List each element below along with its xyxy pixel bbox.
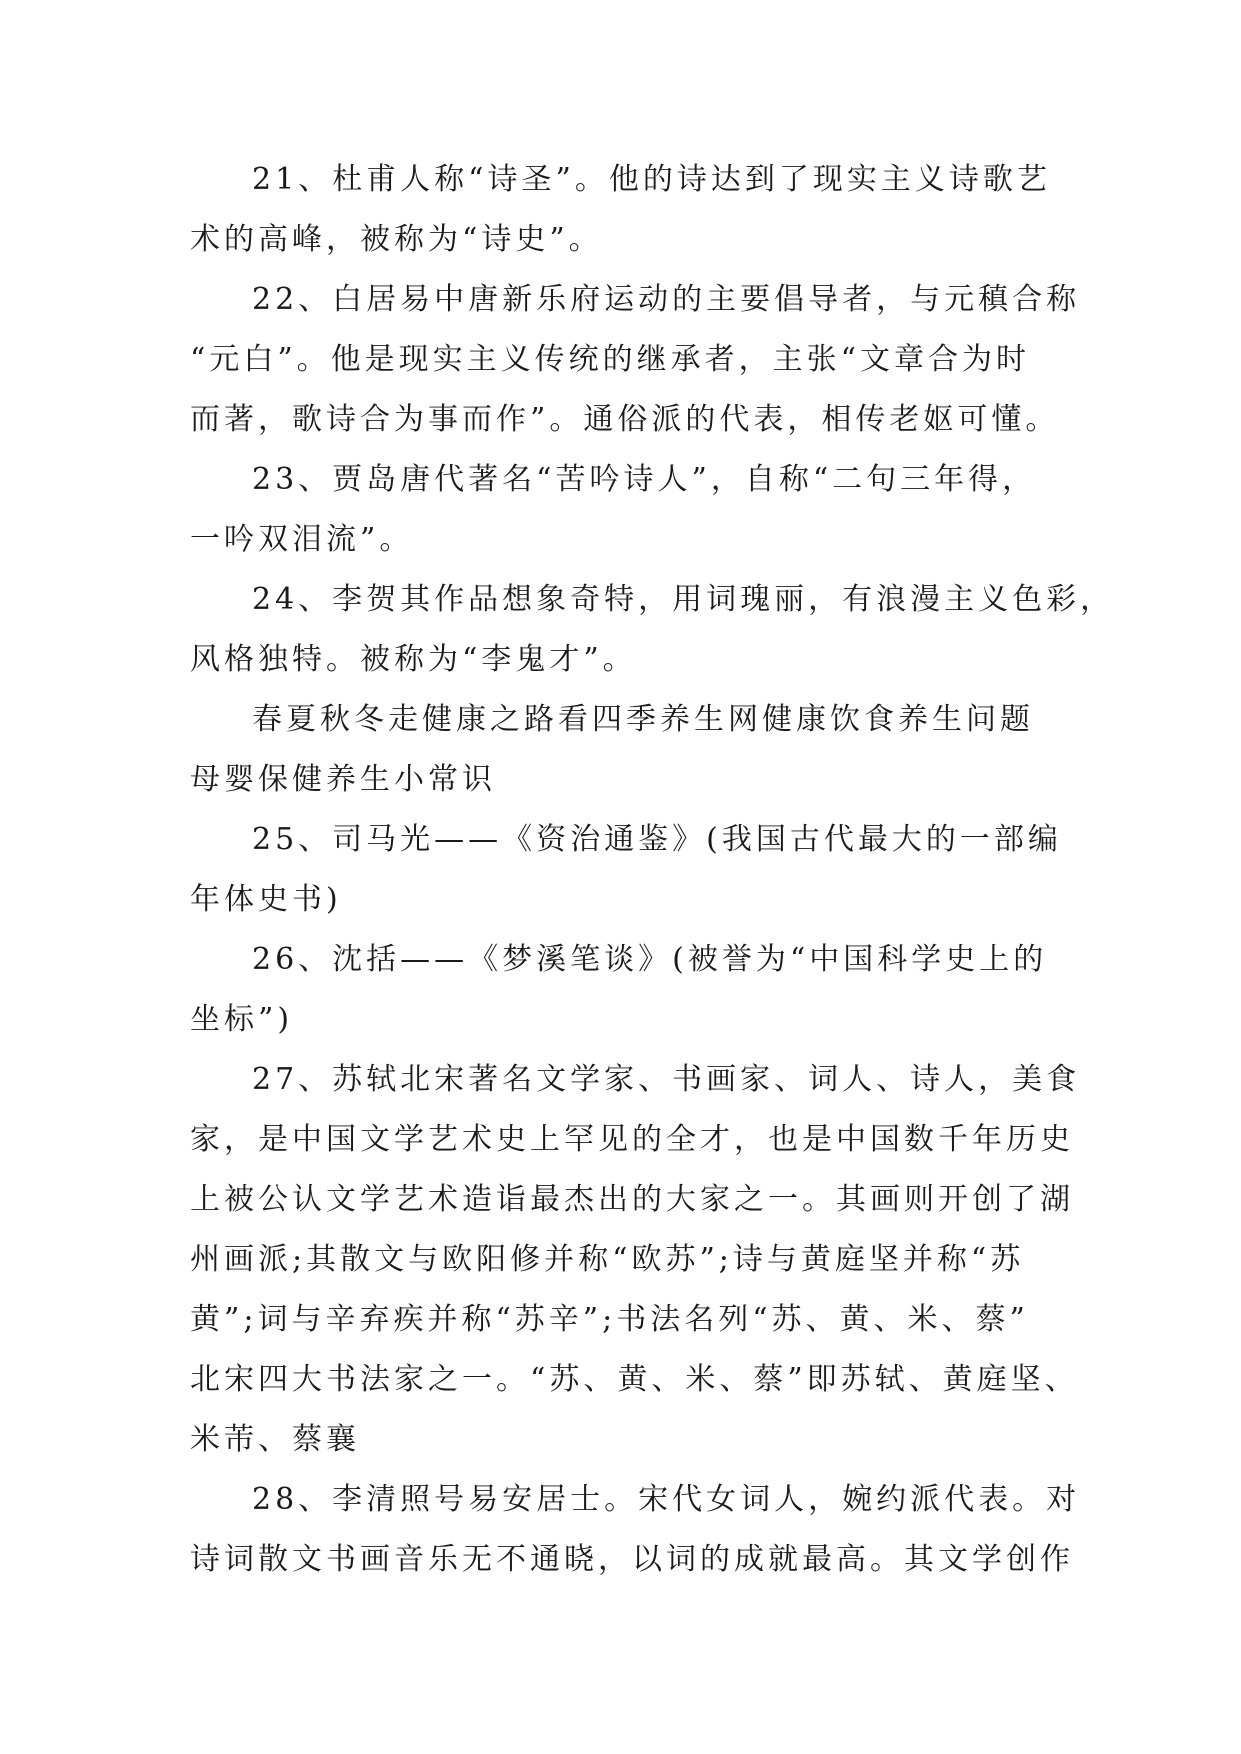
text-line: 北宋四大书法家之一。“苏、黄、米、蔡”即苏轼、黄庭坚、 [190,1362,1079,1397]
paragraph-24-li-he [190,570,1115,690]
text-line: 上被公认文学艺术造诣最杰出的大家之一。其画则开创了湖 [190,1182,1074,1217]
paragraph-28-li-qingzhao [190,1470,1081,1590]
paragraph-27-su-shi [190,1050,1081,1470]
paragraph-inserted-ad [190,690,1052,810]
text-line: 诗词散文书画音乐无不通晓，以词的成就最高。其文学创作 [190,1542,1074,1577]
text-line: 而著，歌诗合为事而作”。通俗派的代表，相传老妪可懂。 [190,402,1060,437]
paragraph-22-bai-juyi [190,270,1081,450]
text-line: 26、沈括——《梦溪笔谈》(被誉为“中国科学史上的 [252,942,1048,977]
document-page [190,150,1115,1590]
text-line: 24、李贺其作品想象奇特，用词瑰丽，有浪漫主义色彩， [252,582,1115,617]
text-line: 23、贾岛唐代著名“苦吟诗人”，自称“二句三年得， [252,462,1037,497]
text-line: 家，是中国文学艺术史上罕见的全才，也是中国数千年历史 [190,1122,1074,1157]
text-line: 21、杜甫人称“诗圣”。他的诗达到了现实主义诗歌艺 [252,162,1051,197]
text-line: 27、苏轼北宋著名文学家、书画家、词人、诗人，美食 [252,1062,1081,1097]
text-line: “元白”。他是现实主义传统的继承者，主张“文章合为时 [190,342,1031,377]
text-line: 年体史书) [190,882,342,917]
text-line: 州画派;其散文与欧阳修并称“欧苏”;诗与黄庭坚并称“苏 [190,1242,1025,1277]
text-line: 黄”;词与辛弃疾并称“苏辛”;书法名列“苏、黄、米、蔡” [190,1302,1029,1337]
text-line: 米芾、蔡襄 [190,1422,360,1457]
paragraph-26-shen-kuo [190,930,1052,1050]
paragraph-25-sima-guang [190,810,1062,930]
text-line: 25、司马光——《资治通鉴》(我国古代最大的一部编 [252,822,1062,857]
text-line: 22、白居易中唐新乐府运动的主要倡导者，与元稹合称 [252,282,1081,317]
text-line: 一吟双泪流”。 [190,522,414,557]
text-line: 风格独特。被称为“李鬼才”。 [190,642,637,677]
text-line: 母婴保健养生小常识 [190,762,496,797]
paragraph-23-jia-dao [190,450,1052,570]
text-line: 春夏秋冬走健康之路看四季养生网健康饮食养生问题 [252,702,1034,737]
text-line: 28、李清照号易安居士。宋代女词人，婉约派代表。对 [252,1482,1081,1517]
paragraph-21-du-fu [190,150,1052,270]
text-line: 术的高峰，被称为“诗史”。 [190,222,603,257]
text-line: 坐标”) [190,1002,294,1037]
